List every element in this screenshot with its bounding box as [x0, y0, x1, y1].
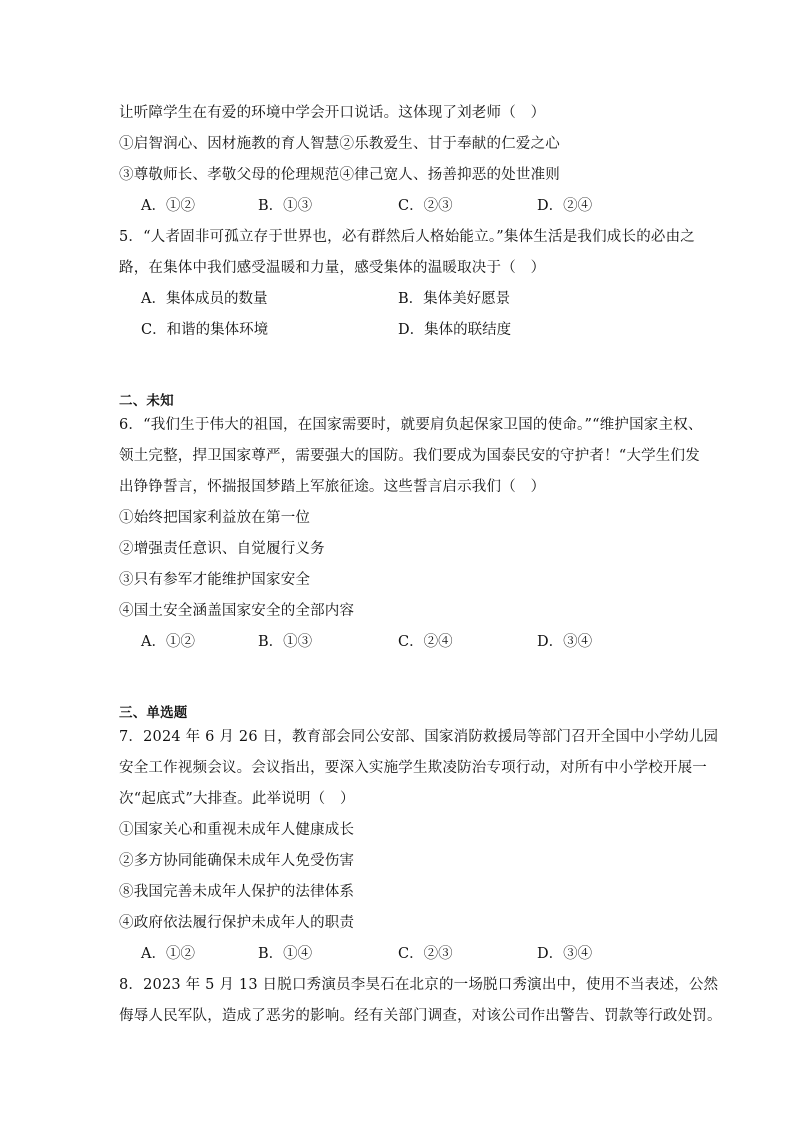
- q5-option-a: A．集体成员的数量: [141, 291, 268, 307]
- q7-option-d: D．③④: [537, 946, 593, 962]
- q5-stem-line: 5．“人者固非可孤立存于世界也，必有群然后人格始能立。”集体生活是我们成长的必由之: [119, 229, 695, 245]
- q7-option-b: B．①④: [258, 946, 313, 962]
- q4-stem-line: 让听障学生在有爱的环境中学会开口说话。这体现了刘老师（ ）: [119, 105, 546, 121]
- q6-statement-line: ①始终把国家利益放在第一位: [119, 510, 311, 526]
- q6-option-b: B．①③: [258, 634, 313, 650]
- q5-option-c: C．和谐的集体环境: [141, 322, 269, 338]
- q5-option-b: B．集体美好愿景: [398, 291, 511, 307]
- q4-option-d: D．②④: [537, 198, 593, 214]
- q7-stem-line: 7．2024 年 6 月 26 日，教育部会同公安部、国家消防救援局等部门召开全国中小学幼儿园: [119, 729, 719, 745]
- q4-option-b: B．①③: [258, 198, 313, 214]
- q5-stem-line: 路，在集体中我们感受温暖和力量，感受集体的温暖取决于（ ）: [119, 260, 546, 276]
- q6-option-a: A．①②: [141, 634, 195, 650]
- q8-stem-line: 侮辱人民军队，造成了恶劣的影响。经有关部门调查，对该公司作出警告、罚款等行政处罚。: [119, 1008, 722, 1024]
- q4-statement-line: ③尊敬师长、孝敬父母的伦理规范④律己宽人、扬善抑恶的处世准则: [119, 167, 560, 183]
- q6-stem-line: 出铮铮誓言，怀揣报国梦踏上军旅征途。这些誓言启示我们（ ）: [119, 479, 546, 495]
- section-heading: 三、单选题: [119, 705, 188, 721]
- q7-option-c: C．②③: [398, 946, 453, 962]
- section-heading: 二、未知: [119, 393, 174, 409]
- q6-stem-line: 领土完整，捍卫国家尊严，需要强大的国防。我们要成为国泰民安的守护者！“大学生们发: [119, 448, 700, 464]
- q7-statement-line: ②多方协同能确保未成年人免受伤害: [119, 853, 355, 869]
- q6-statement-line: ②增强责任意识、自觉履行义务: [119, 541, 325, 557]
- q6-statement-line: ③只有参军才能维护国家安全: [119, 572, 311, 588]
- q6-stem-line: 6．“我们生于伟大的祖国，在国家需要时，就要肩负起保家卫国的使命。”“维护国家主权、: [119, 417, 703, 433]
- q8-stem-line: 8．2023 年 5 月 13 日脱口秀演员李昊石在北京的一场脱口秀演出中，使用不当表述，公然: [119, 977, 719, 993]
- q4-statement-line: ①启智润心、因材施教的育人智慧②乐教爱生、甘于奉献的仁爱之心: [119, 136, 560, 152]
- q7-statement-line: ⑧我国完善未成年人保护的法律体系: [119, 884, 355, 900]
- q6-option-c: C．②④: [398, 634, 453, 650]
- q4-option-a: A．①②: [141, 198, 195, 214]
- q4-option-c: C．②③: [398, 198, 453, 214]
- q5-option-d: D．集体的联结度: [398, 322, 512, 338]
- q7-stem-line: 安全工作视频会议。会议指出，要深入实施学生欺凌防治专项行动，对所有中小学校开展一: [119, 760, 707, 776]
- q6-option-d: D．③④: [537, 634, 593, 650]
- q7-stem-line: 次“起底式”大排查。此举说明（ ）: [119, 791, 355, 807]
- q7-statement-line: ④政府依法履行保护未成年人的职责: [119, 915, 355, 931]
- q7-statement-line: ①国家关心和重视未成年人健康成长: [119, 822, 355, 838]
- q6-statement-line: ④国土安全涵盖国家安全的全部内容: [119, 603, 355, 619]
- q7-option-a: A．①②: [141, 946, 195, 962]
